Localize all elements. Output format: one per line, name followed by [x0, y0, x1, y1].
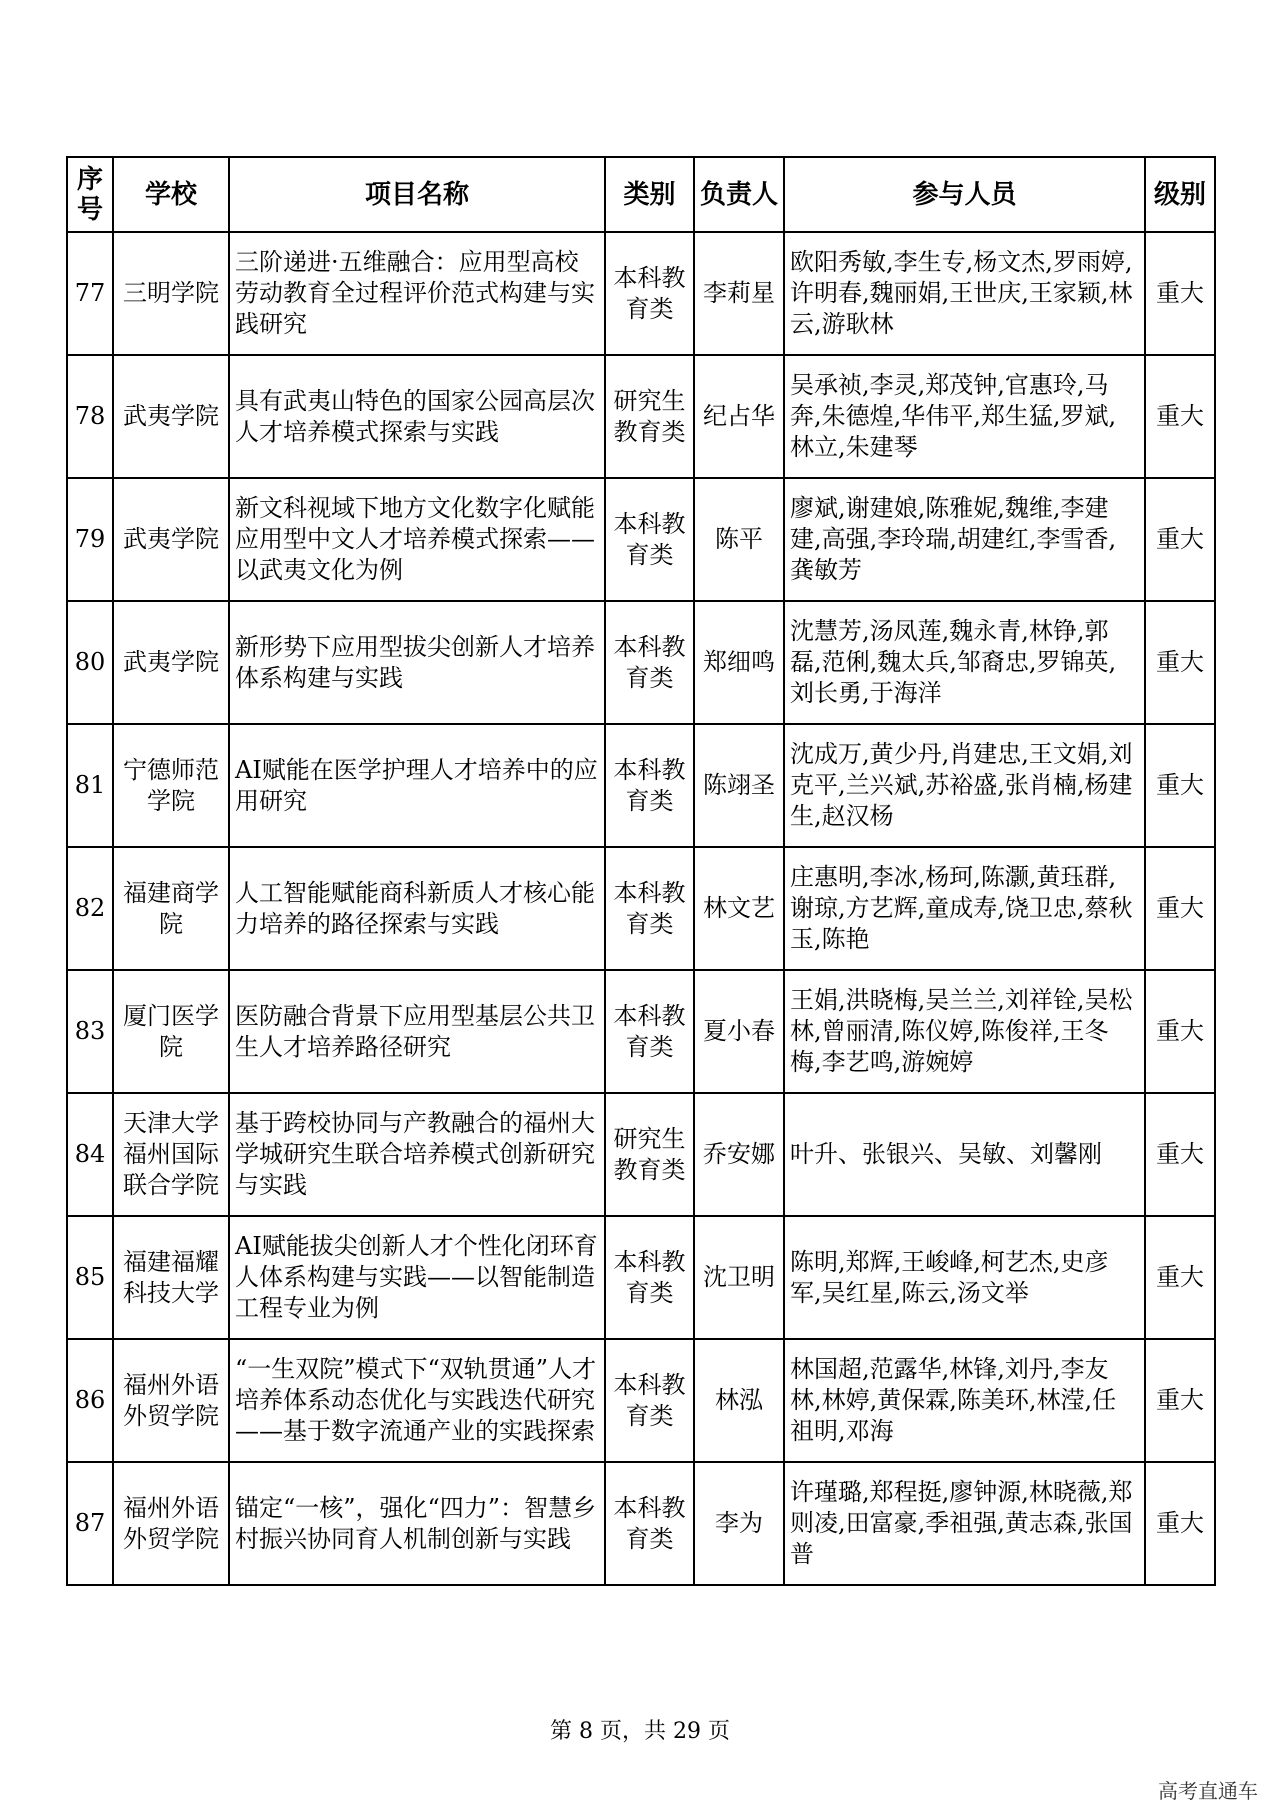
cell-no: 78 [67, 355, 113, 478]
table-row [67, 478, 1215, 601]
cell-category: 研究生教育类 [605, 1093, 694, 1216]
header-lead: 负责人 [694, 157, 784, 232]
cell-members: 陈明,郑辉,王峻峰,柯艺杰,史彦军,吴红星,陈云,汤文举 [784, 1216, 1145, 1339]
cell-no: 82 [67, 847, 113, 970]
cell-lead: 纪占华 [694, 355, 784, 478]
table-row [67, 970, 1215, 1093]
cell-no: 77 [67, 232, 113, 355]
cell-category: 本科教育类 [605, 970, 694, 1093]
cell-no: 85 [67, 1216, 113, 1339]
table-row [67, 601, 1215, 724]
cell-level: 重大 [1145, 478, 1215, 601]
cell-title: AI赋能拔尖创新人才个性化闭环育人体系构建与实践——以智能制造工程专业为例 [229, 1216, 605, 1339]
cell-school: 福州外语外贸学院 [113, 1339, 229, 1462]
cell-members: 林国超,范露华,林锋,刘丹,李友林,林婷,黄保霖,陈美环,林滢,任祖明,邓海 [784, 1339, 1145, 1462]
cell-category: 本科教育类 [605, 1462, 694, 1585]
cell-title: 锚定“一核”，强化“四力”：智慧乡村振兴协同育人机制创新与实践 [229, 1462, 605, 1585]
cell-title: 新形势下应用型拔尖创新人才培养体系构建与实践 [229, 601, 605, 724]
cell-level: 重大 [1145, 724, 1215, 847]
cell-level: 重大 [1145, 970, 1215, 1093]
cell-members: 王娟,洪晓梅,吴兰兰,刘祥铨,吴松林,曾丽清,陈仪婷,陈俊祥,王冬梅,李艺鸣,游婉婷 [784, 970, 1145, 1093]
header-level: 级别 [1145, 157, 1215, 232]
cell-members: 沈成万,黄少丹,肖建忠,王文娟,刘克平,兰兴斌,苏裕盛,张肖楠,杨建生,赵汉杨 [784, 724, 1145, 847]
header-no [67, 157, 113, 232]
cell-lead: 李为 [694, 1462, 784, 1585]
table-row [67, 355, 1215, 478]
cell-members: 廖斌,谢建娘,陈雅妮,魏维,李建建,高强,李玲瑞,胡建红,李雪香,龚敏芳 [784, 478, 1145, 601]
cell-no: 84 [67, 1093, 113, 1216]
cell-school: 天津大学福州国际联合学院 [113, 1093, 229, 1216]
cell-members: 许瑾璐,郑程挺,廖钟源,林晓薇,郑则凌,田富豪,季祖强,黄志森,张国普 [784, 1462, 1145, 1585]
cell-category: 本科教育类 [605, 478, 694, 601]
cell-category: 本科教育类 [605, 724, 694, 847]
cell-category: 本科教育类 [605, 601, 694, 724]
cell-members: 叶升、张银兴、吴敏、刘馨刚 [784, 1093, 1145, 1216]
cell-level: 重大 [1145, 232, 1215, 355]
cell-members: 欧阳秀敏,李生专,杨文杰,罗雨婷,许明春,魏丽娟,王世庆,王家颖,林 云,游耿林 [784, 232, 1145, 355]
cell-school: 三明学院 [113, 232, 229, 355]
cell-no: 79 [67, 478, 113, 601]
cell-school: 武夷学院 [113, 355, 229, 478]
cell-school: 福建福耀科技大学 [113, 1216, 229, 1339]
header-category: 类别 [605, 157, 694, 232]
watermark-text: 高考直通车 [1158, 1779, 1258, 1803]
cell-category: 本科教育类 [605, 232, 694, 355]
header-school: 学校 [113, 157, 229, 232]
cell-lead: 李莉星 [694, 232, 784, 355]
cell-level: 重大 [1145, 1462, 1215, 1585]
cell-no: 83 [67, 970, 113, 1093]
cell-lead: 林泓 [694, 1339, 784, 1462]
cell-no: 80 [67, 601, 113, 724]
table-row [67, 1216, 1215, 1339]
cell-school: 福建商学院 [113, 847, 229, 970]
cell-no: 87 [67, 1462, 113, 1585]
cell-lead: 沈卫明 [694, 1216, 784, 1339]
cell-category: 本科教育类 [605, 847, 694, 970]
cell-title: 三阶递进·五维融合：应用型高校劳动教育全过程评价范式构建与实践研究 [229, 232, 605, 355]
cell-lead: 郑细鸣 [694, 601, 784, 724]
cell-lead: 乔安娜 [694, 1093, 784, 1216]
cell-level: 重大 [1145, 601, 1215, 724]
table-row [67, 232, 1215, 355]
cell-level: 重大 [1145, 355, 1215, 478]
cell-title: 人工智能赋能商科新质人才核心能力培养的路径探索与实践 [229, 847, 605, 970]
project-table [66, 156, 1216, 1586]
table-body [67, 232, 1215, 1585]
cell-school: 福州外语外贸学院 [113, 1462, 229, 1585]
cell-no: 86 [67, 1339, 113, 1462]
table-row [67, 847, 1215, 970]
cell-lead: 林文艺 [694, 847, 784, 970]
cell-level: 重大 [1145, 1216, 1215, 1339]
cell-level: 重大 [1145, 1339, 1215, 1462]
table-row [67, 724, 1215, 847]
cell-category: 研究生教育类 [605, 355, 694, 478]
header-members: 参与人员 [784, 157, 1145, 232]
cell-lead: 夏小春 [694, 970, 784, 1093]
cell-no: 81 [67, 724, 113, 847]
cell-members: 吴承祯,李灵,郑茂钟,官惠玲,马奔,朱德煌,华伟平,郑生猛,罗斌,林立,朱建琴 [784, 355, 1145, 478]
cell-title: 基于跨校协同与产教融合的福州大学城研究生联合培养模式创新研究与实践 [229, 1093, 605, 1216]
table-row [67, 1462, 1215, 1585]
header-no-label: 序 号 [76, 164, 103, 225]
cell-category: 本科教育类 [605, 1216, 694, 1339]
cell-school: 宁德师范学院 [113, 724, 229, 847]
table-row [67, 1093, 1215, 1216]
cell-title: 医防融合背景下应用型基层公共卫生人才培养路径研究 [229, 970, 605, 1093]
cell-title: 具有武夷山特色的国家公园高层次人才培养模式探索与实践 [229, 355, 605, 478]
cell-school: 武夷学院 [113, 478, 229, 601]
cell-school: 武夷学院 [113, 601, 229, 724]
cell-lead: 陈平 [694, 478, 784, 601]
cell-title: AI赋能在医学护理人才培养中的应用研究 [229, 724, 605, 847]
cell-members: 沈慧芳,汤凤莲,魏永青,林铮,郭磊,范俐,魏太兵,邹裔忠,罗锦英,刘长勇,于海洋 [784, 601, 1145, 724]
cell-school: 厦门医学院 [113, 970, 229, 1093]
cell-level: 重大 [1145, 847, 1215, 970]
header-title: 项目名称 [229, 157, 605, 232]
cell-lead: 陈翊圣 [694, 724, 784, 847]
table-row [67, 1339, 1215, 1462]
cell-members: 庄惠明,李冰,杨珂,陈灏,黄珏群,谢琼,方艺辉,童成寿,饶卫忠,蔡秋玉,陈艳 [784, 847, 1145, 970]
cell-level: 重大 [1145, 1093, 1215, 1216]
cell-title: 新文科视域下地方文化数字化赋能应用型中文人才培养模式探索——以武夷文化为例 [229, 478, 605, 601]
table-header-row [67, 157, 1215, 232]
cell-title: “一生双院”模式下“双轨贯通”人才培养体系动态优化与实践迭代研究——基于数字流通产业的实践探索 [229, 1339, 605, 1462]
cell-category: 本科教育类 [605, 1339, 694, 1462]
page-number: 第 8 页，共 29 页 [550, 1719, 730, 1744]
